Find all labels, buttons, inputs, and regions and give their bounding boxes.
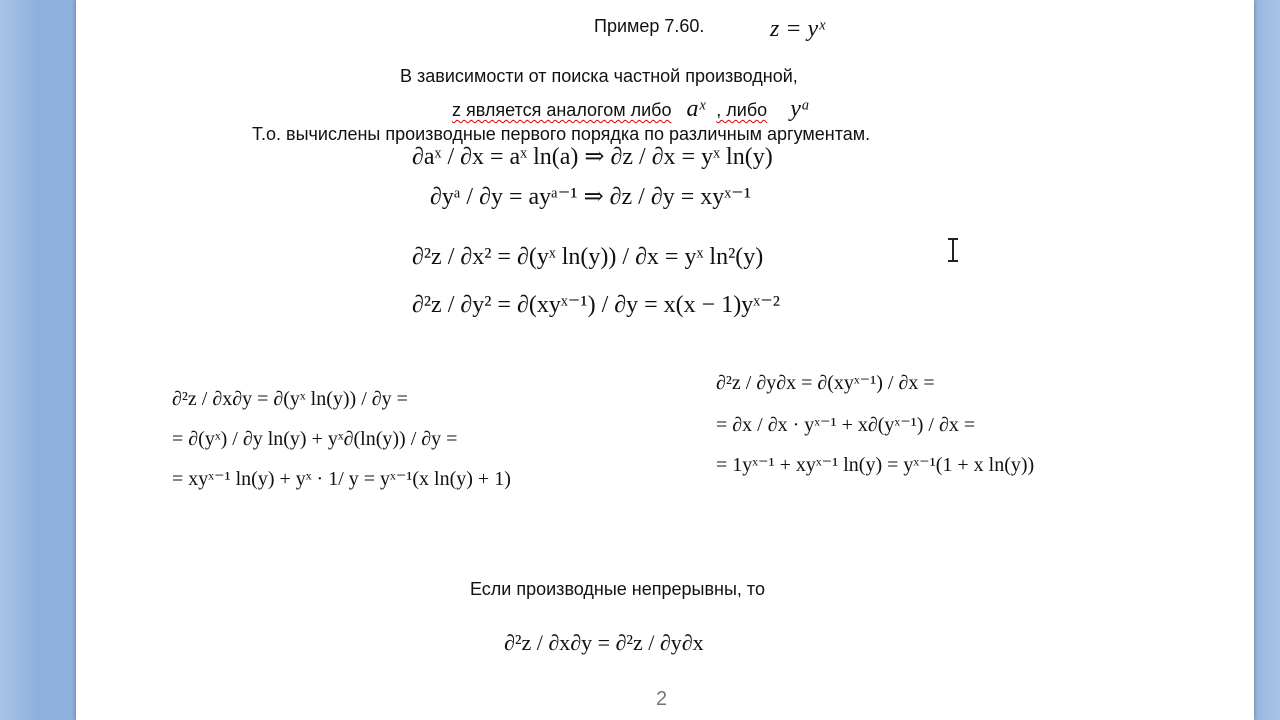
- intro-line-2: [452, 96, 810, 123]
- example-title: Пример 7.60.: [594, 16, 705, 36]
- mixed-right-line-2: = ∂x / ∂x · yˣ⁻¹ + x∂(yˣ⁻¹) / ∂x =: [716, 414, 976, 436]
- mixed-left-line-3: = xyˣ⁻¹ ln(y) + yˣ · 1/ y = yˣ⁻¹(x ln(y) + 1): [172, 468, 511, 490]
- intro-prefix: z является аналогом либо: [452, 100, 672, 120]
- first-order-x: ∂aˣ / ∂x = aˣ ln(a) ⇒ ∂z / ∂x = yˣ ln(y): [412, 144, 773, 170]
- intro-separator: , либо: [716, 100, 768, 120]
- conclusion-formula: ∂²z / ∂x∂y = ∂²z / ∂y∂x: [504, 630, 704, 655]
- second-order-xx: ∂²z / ∂x² = ∂(yˣ ln(y)) / ∂x = yˣ ln²(y): [412, 244, 764, 270]
- second-order-yy: ∂²z / ∂y² = ∂(xyˣ⁻¹) / ∂y = x(x − 1)yˣ⁻²: [412, 292, 780, 318]
- mixed-left-line-1: ∂²z / ∂x∂y = ∂(yˣ ln(y)) / ∂y =: [172, 388, 408, 410]
- example-formula: z = yˣ: [770, 16, 825, 42]
- intro-line-1: В зависимости от поиска частной производной,: [400, 66, 798, 86]
- intro-term-y: yᵃ: [790, 96, 811, 122]
- first-order-y: ∂yᵃ / ∂y = ayᵃ⁻¹ ⇒ ∂z / ∂y = xyˣ⁻¹: [430, 184, 752, 210]
- conclusion-text: Если производные непрерывны, то: [470, 579, 765, 599]
- page-number: 2: [656, 688, 668, 710]
- intro-line-3: Т.о. вычислены производные первого порядка по различным аргументам.: [252, 124, 871, 144]
- mixed-left-line-2: = ∂(yˣ) / ∂y ln(y) + yˣ∂(ln(y)) / ∂y =: [172, 428, 458, 450]
- intro-term-a: aˣ: [686, 96, 706, 122]
- mixed-right-line-3: = 1yˣ⁻¹ + xyˣ⁻¹ ln(y) = yˣ⁻¹(1 + x ln(y)): [716, 454, 1035, 476]
- document-page: [76, 0, 1254, 720]
- text-cursor-icon: [946, 238, 960, 262]
- mixed-right-line-1: ∂²z / ∂y∂x = ∂(xyˣ⁻¹) / ∂x =: [716, 372, 935, 394]
